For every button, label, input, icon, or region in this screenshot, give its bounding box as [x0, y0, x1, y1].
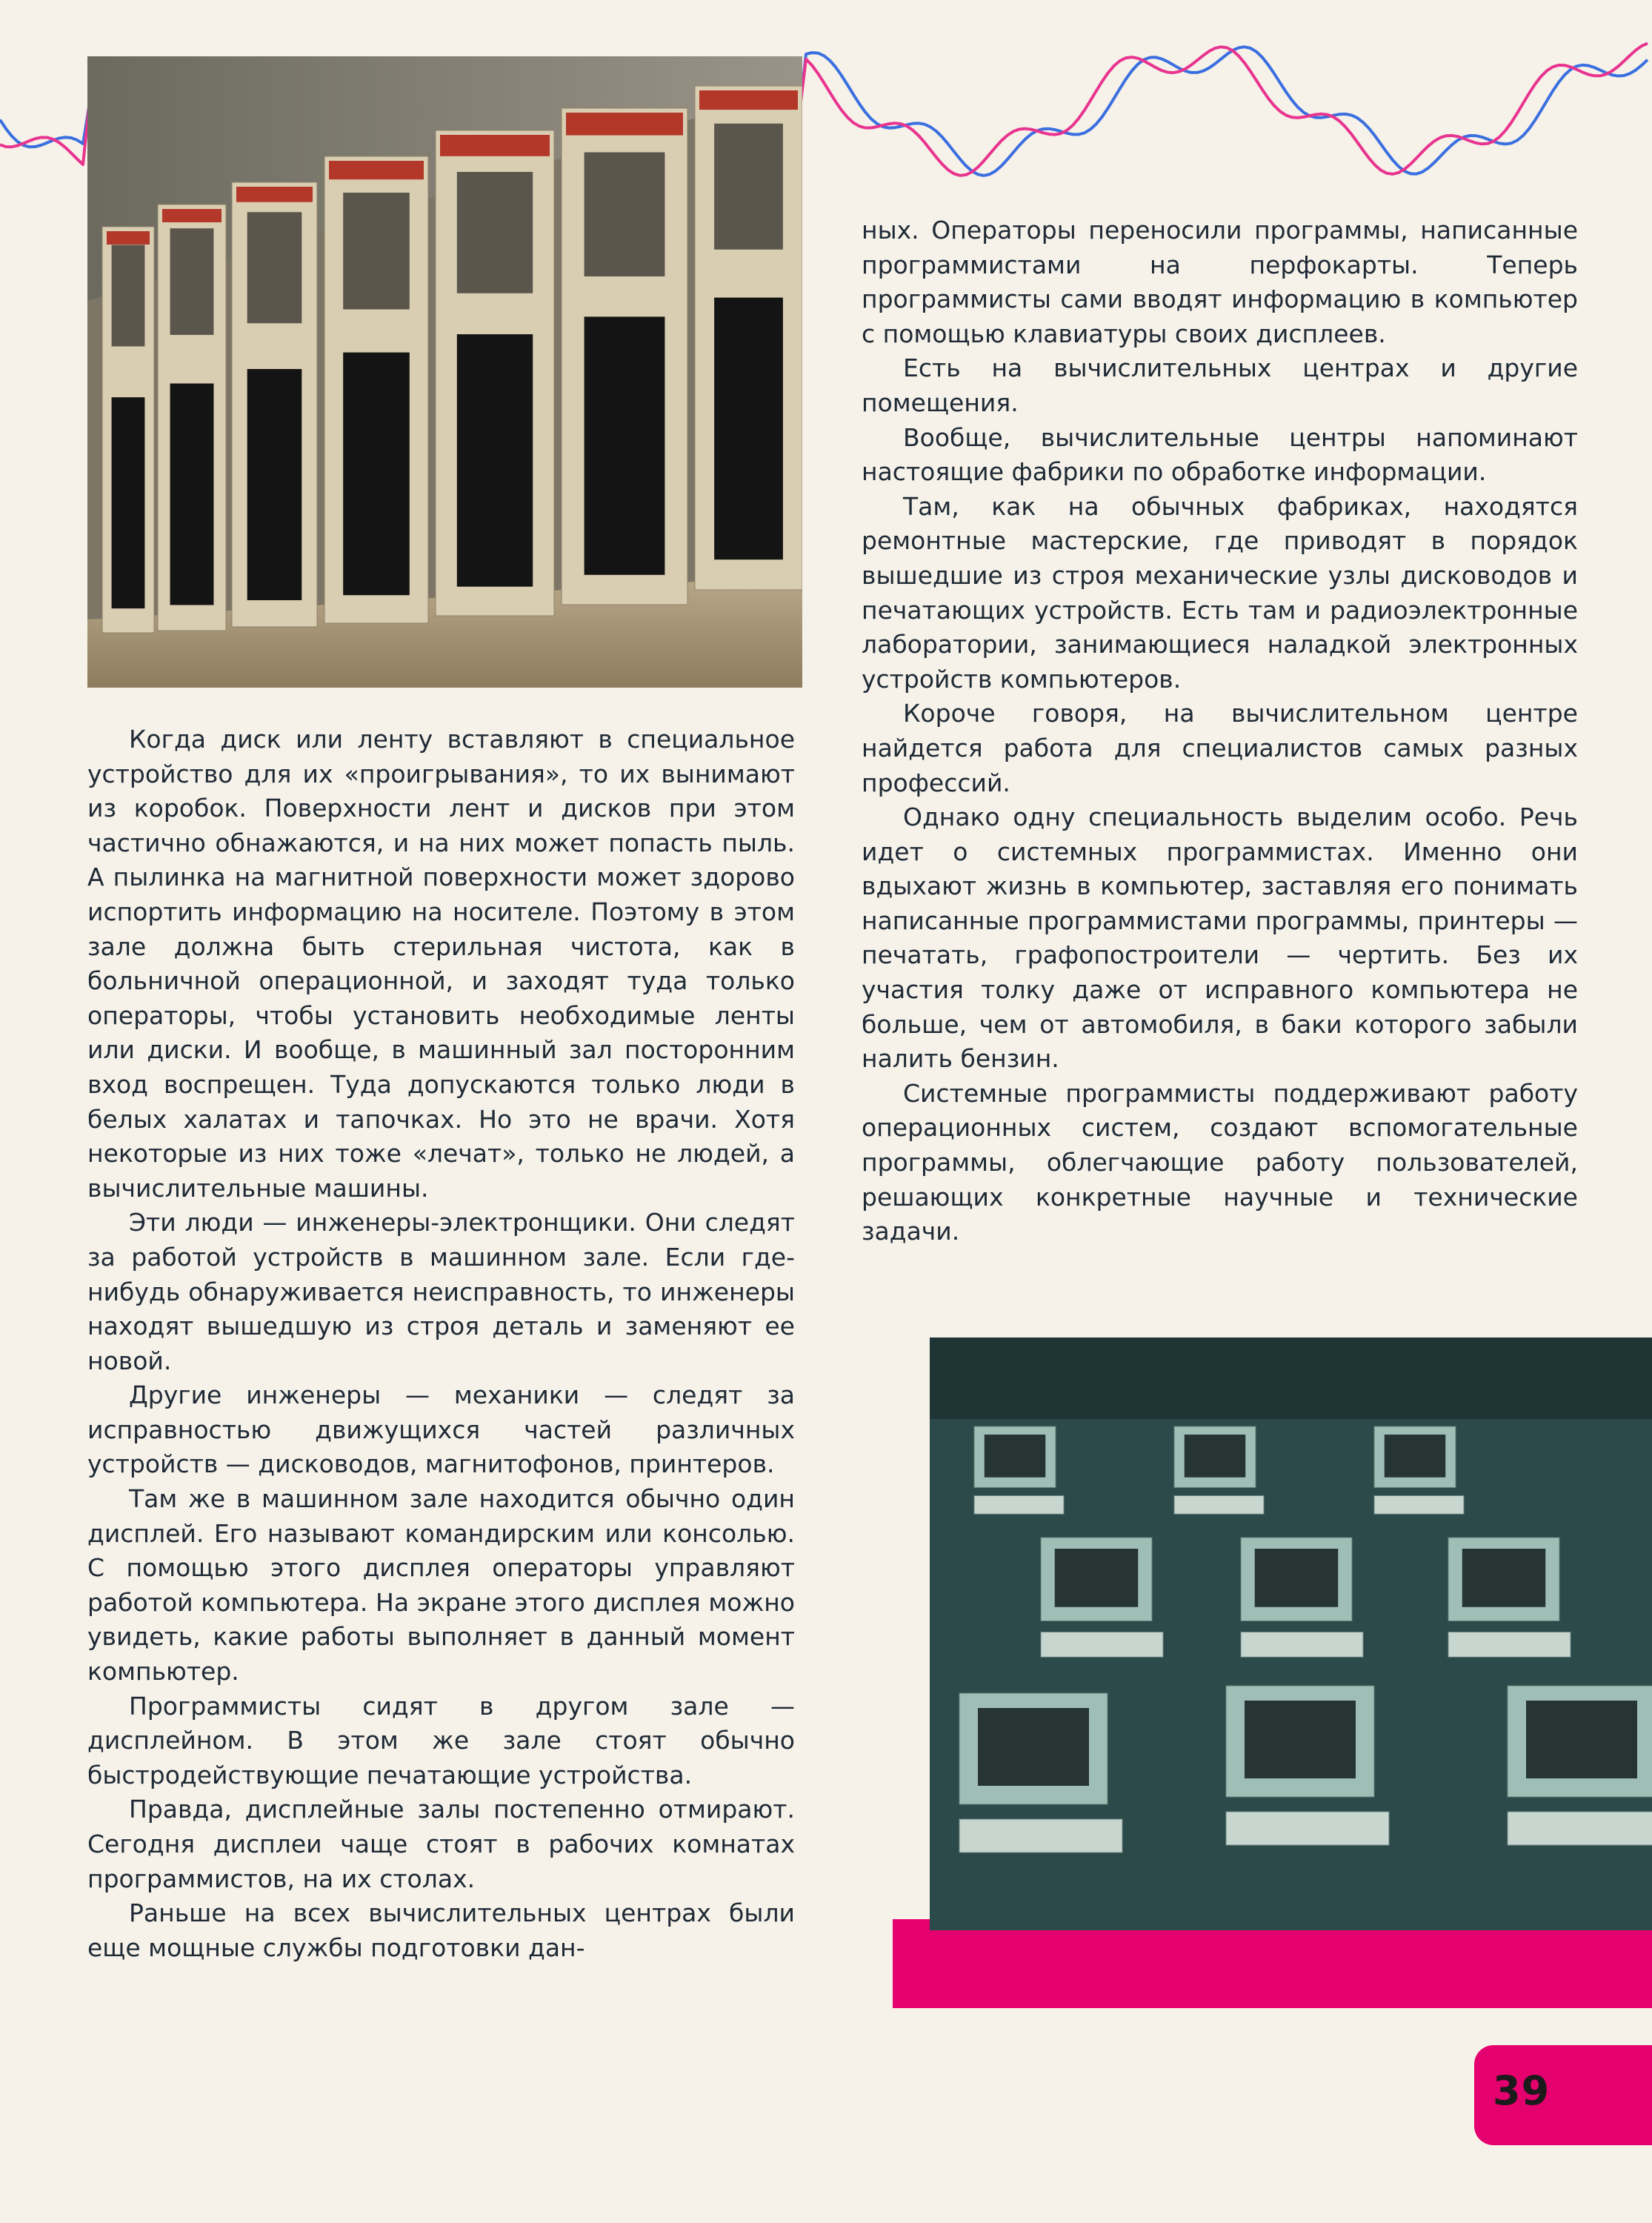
photo-display-room: [930, 1338, 1652, 1930]
paragraph: Раньше на всех вычислительных центрах были еще мощные службы подготовки дан-: [87, 1898, 795, 1962]
paragraph: Короче говоря, на вычислительном центре найдется работа для специалистов самых разных профессий.: [862, 699, 1578, 797]
paragraph: Там, как на обычных фабриках, находятся ремонтные мастерские, где приводят в порядок вышедшие из строя механические узлы дисководов и печатающих устройств. Есть там и радиоэлектронные лаборатории, занимающиеся наладкой электронных устройств компьютеров.: [862, 491, 1578, 694]
paragraph: Есть на вычислительных центрах и другие помещения.: [862, 353, 1578, 417]
page-number: 39: [1493, 2067, 1551, 2114]
paragraph: Вообще, вычислительные центры напоминают настоящие фабрики по обработке информации.: [862, 422, 1578, 487]
paragraph: Правда, дисплейные залы постепенно отмирают. Сегодня дисплеи чаще стоят в рабочих комнатах программистов, на их столах.: [87, 1795, 795, 1893]
text-column-right: [862, 213, 1578, 1249]
paragraph: Эти люди — инженеры-электронщики. Они следят за работой устройств в машинном зале. Если где-нибудь обнаруживается неисправность, то инженеры находят вышедшую из строя деталь и заменяют ее новой.: [87, 1208, 795, 1375]
paragraph: Другие инженеры — механики — следят за исправностью движущихся частей различных устройств — дисководов, магнитофонов, принтеров.: [87, 1380, 795, 1479]
paragraph: Когда диск или ленту вставляют в специальное устройство для их «проигрывания», то их вынимают из коробок. Поверхности лент и дисков при этом частично обнажаются, и на них может попасть пыль. А пылинка на магнитной поверхности может здорово испортить информацию на носителе. Поэтому в этом зале должна быть стерильная чистота, как в больничной операционной, и заходят туда только операторы, чтобы установить необходимые ленты или диски. И вообще, в машинный зал посторонним вход воспрещен. Туда допускаются только люди в белых халатах и тапочках. Но это не врачи. Хотя некоторые из них тоже «лечат», только не людей, а вычислительные машины.: [87, 725, 795, 1203]
pink-accent-band: [893, 1919, 1652, 2008]
paragraph: Там же в машинном зале находится обычно один дисплей. Его называют командирским или консолью. С помощью этого дисплея операторы управляют работой компьютера. На экране этого дисплея можно увидеть, какие работы выполняет в данный момент компьютер.: [87, 1484, 795, 1687]
photo-machine-hall: [87, 56, 802, 688]
paragraph: Системные программисты поддерживают работу операционных систем, создают вспомогательные программы, облегчающие работу пользователей, решающих конкретные научные и технические задачи.: [862, 1078, 1578, 1246]
paragraph: Однако одну специальность выделим особо. Речь идет о системных программистах. Именно они вдыхают жизнь в компьютер, заставляя его понимать написанные программистами программы, принтеры — печатать, графопостроители — чертить. Без их участия толку даже от исправного компьютера не больше, чем от автомобиля, в баки которого забыли налить бензин.: [862, 803, 1578, 1074]
paragraph: Программисты сидят в другом зале — дисплейном. В этом же зале стоят обычно быстродействующие печатающие устройства.: [87, 1691, 795, 1790]
paragraph: ных. Операторы переносили программы, написанные программистами на перфокарты. Теперь программисты сами вводят информацию в компьютер с помощью клавиатуры своих дисплеев.: [862, 216, 1578, 348]
text-column-left: [87, 722, 795, 1965]
